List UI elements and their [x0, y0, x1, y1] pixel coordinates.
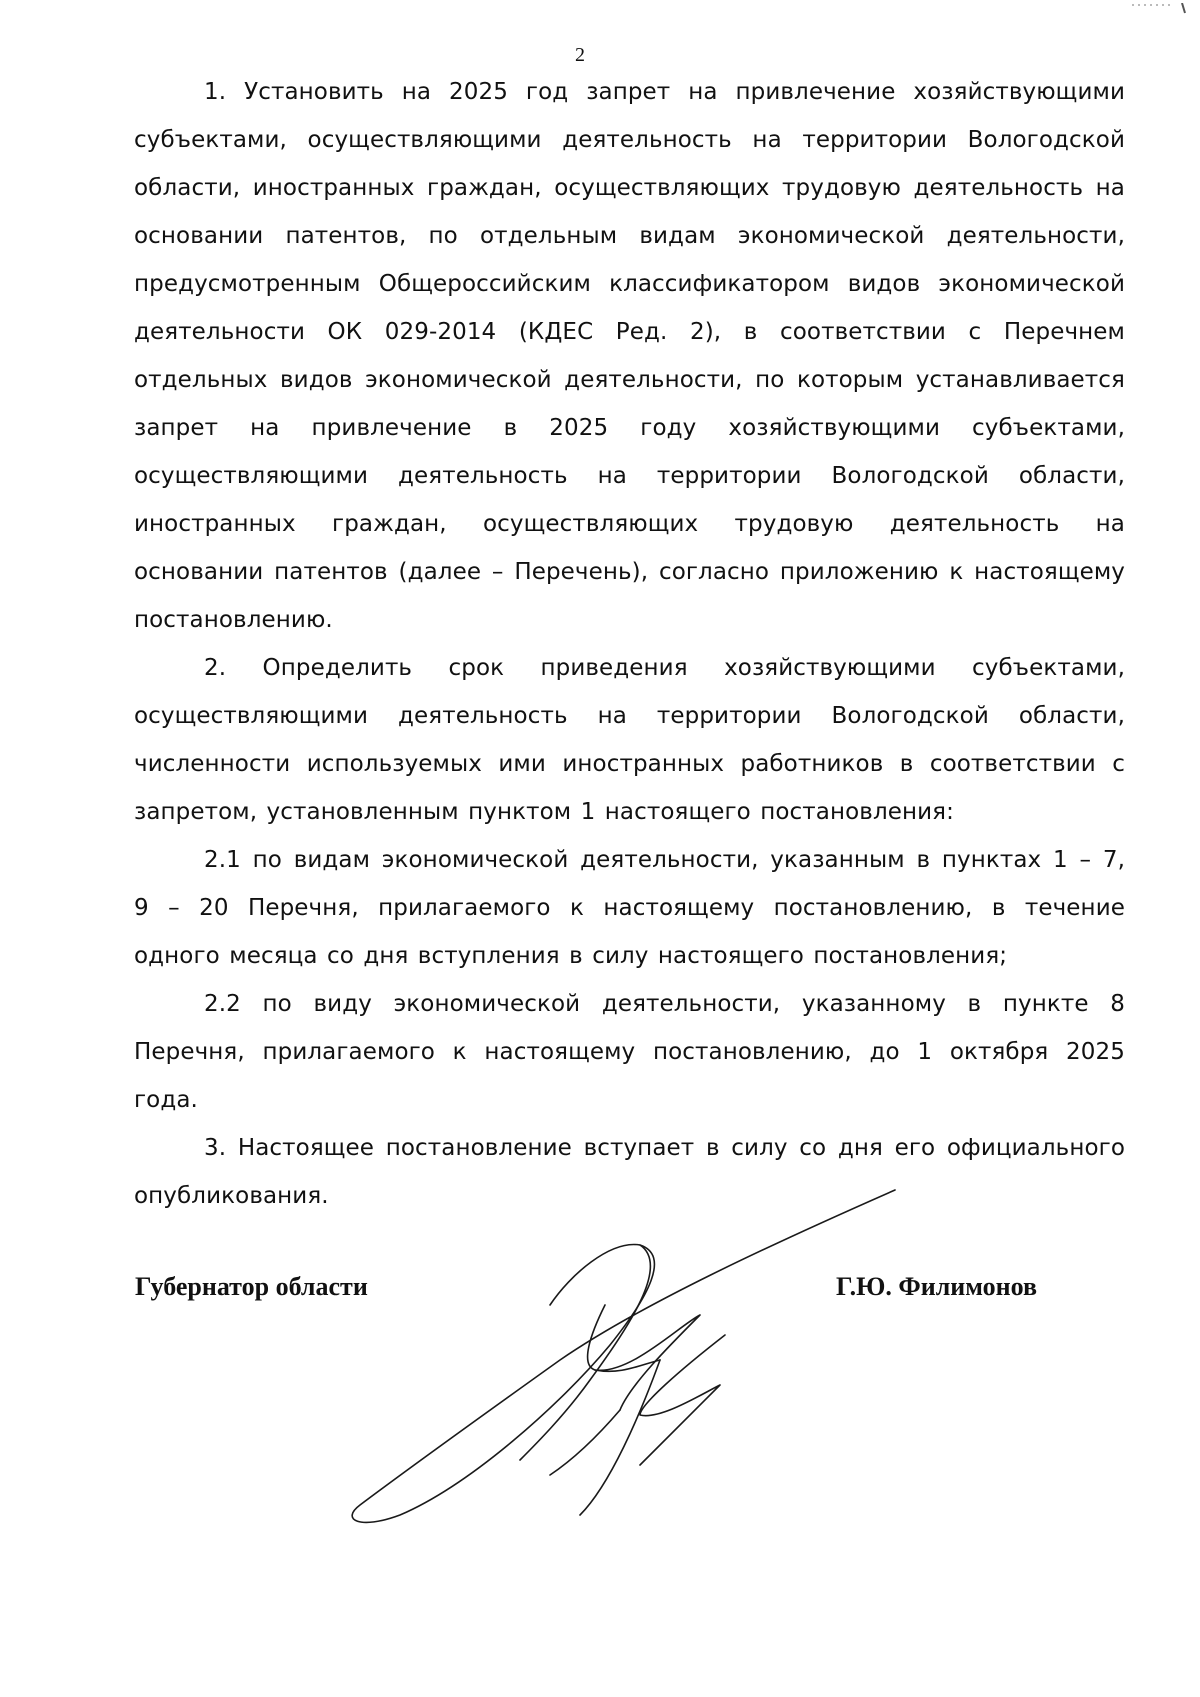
page-number: 2 — [575, 44, 585, 66]
paragraph-2-1: 2.1 по видам экономической деятельности, указанным в пунктах 1 – 7, 9 – 20 Перечня, прилагаемого к настоящему постановлению, в течение одного месяца со дня вступления в силу настоящего постановления; — [134, 847, 1125, 969]
signer-name: Г.Ю. Филимонов — [836, 1272, 1038, 1301]
paragraph-2: 2. Определить срок приведения хозяйствующими субъектами, осуществляющими деятельность на территории Вологодской области, численности используемых ими иностранных работников в соответствии с запретом, установленным пунктом 1 настоящего постановления: — [134, 655, 1125, 825]
handwritten-signature — [340, 1185, 900, 1525]
signer-title: Губернатор области — [135, 1272, 368, 1301]
paragraph-2-2: 2.2 по виду экономической деятельности, указанному в пункте 8 Перечня, прилагаемого к настоящему постановлению, до 1 октября 2025 года. — [134, 991, 1125, 1113]
paragraph-3: 3. Настоящее постановление вступает в силу со дня его официального опубликования. — [134, 1135, 1125, 1209]
paragraph-1: 1. Установить на 2025 год запрет на привлечение хозяйствующими субъектами, осуществляющими деятельность на территории Вологодской области, иностранных граждан, осуществляющих трудовую деятельность на основании патентов, по отдельным видам экономической деятельности, предусмотренным Общероссийским классификатором видов экономической деятельности ОК 029-2014 (КДЕС Ред. 2), в соответствии с Перечнем отдельных видов экономической деятельности, по которым устанавливается запрет на привлечение в 2025 году хозяйствующими субъектами, осуществляющими деятельность на территории Вологодской области, иностранных граждан, осуществляющих трудовую деятельность на основании патентов (далее – Перечень), согласно приложению к настоящему постановлению. — [134, 79, 1125, 633]
